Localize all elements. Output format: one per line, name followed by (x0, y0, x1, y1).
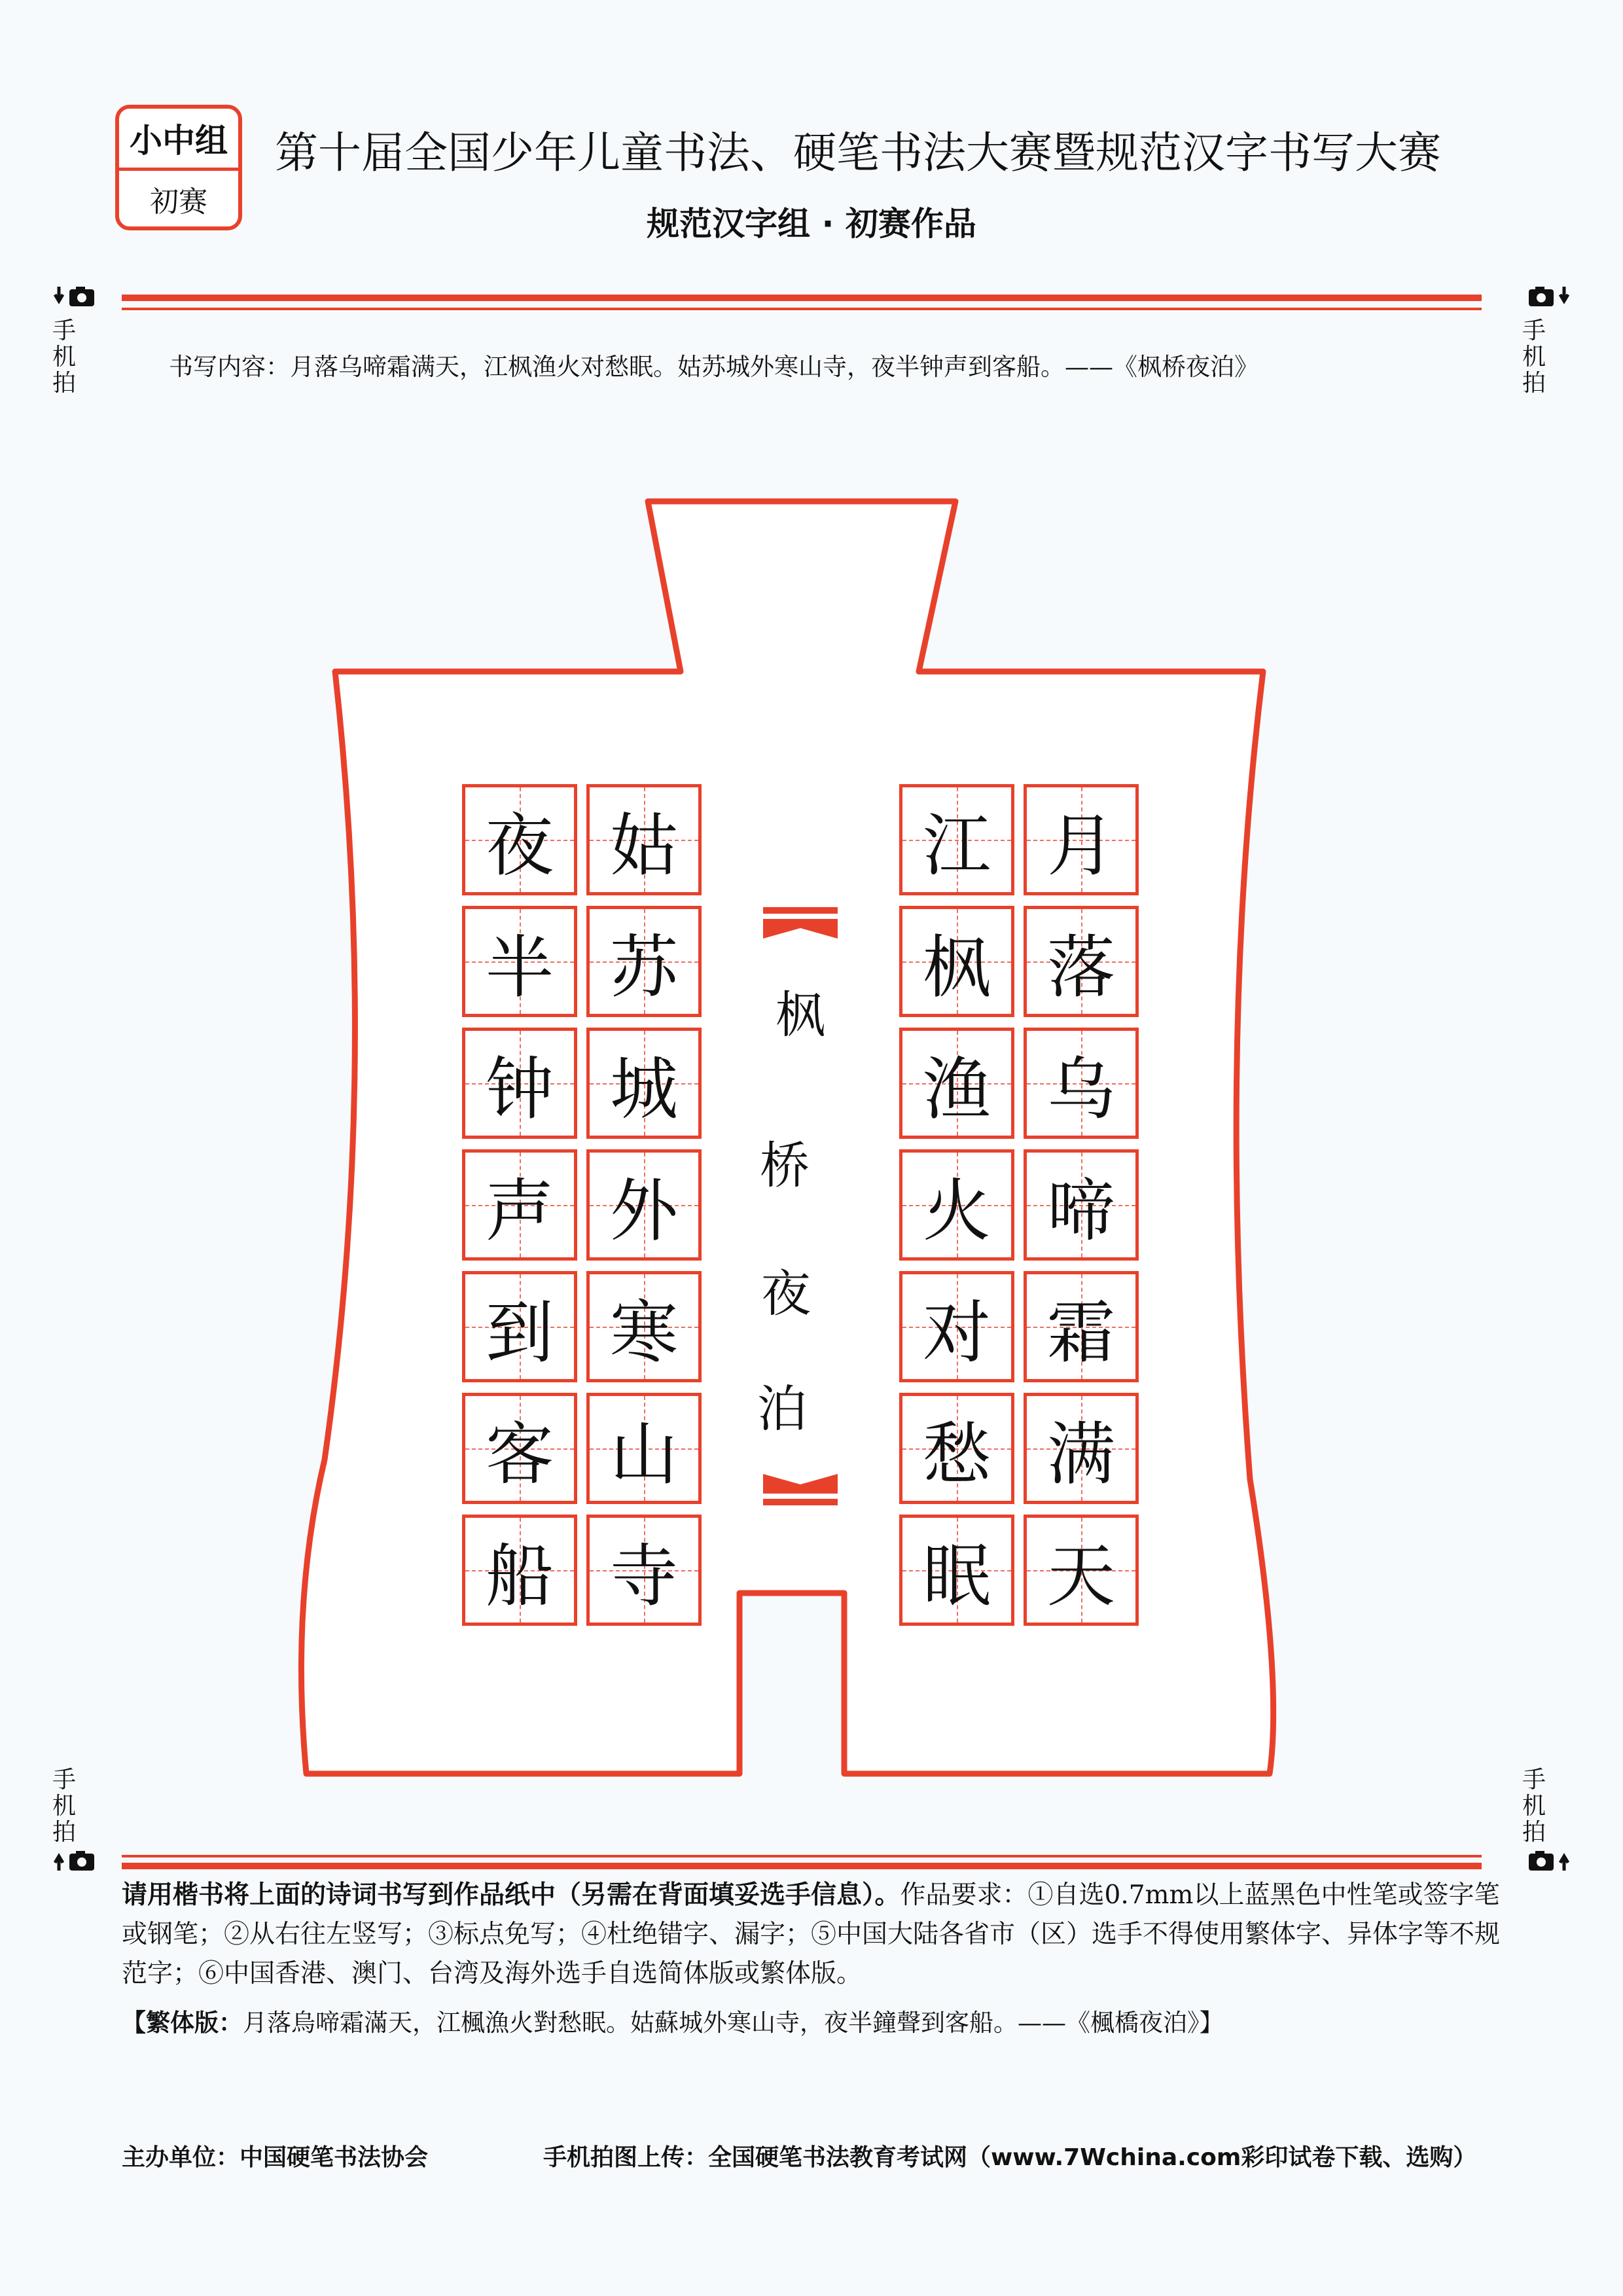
organizer: 主办单位：中国硬笔书法协会 (122, 2144, 429, 2171)
badge-stage: 初赛 (150, 185, 207, 219)
grid-cell (462, 1515, 577, 1626)
grid-char: 苏 (609, 927, 678, 1007)
title-bracket-top-icon (759, 906, 842, 942)
grid-char: 寒 (609, 1293, 678, 1372)
grid-char: 寺 (609, 1536, 678, 1616)
grid-char: 客 (485, 1414, 554, 1494)
grid-char: 声 (485, 1171, 554, 1251)
grid-cell (462, 1149, 577, 1261)
grid-cell (586, 784, 702, 895)
grid-char: 姑 (609, 806, 678, 886)
poem-title-char: 桥 (760, 1136, 810, 1194)
writing-requirements (122, 1876, 1503, 1994)
phone-shot-mark-left-bottom: 手 机 拍 (52, 1767, 76, 1846)
upload-info: 手机拍图上传：全国硬笔书法教育考试网（www.7Wchina.com彩印试卷下载、选购） (543, 2144, 1477, 2171)
grid-cell (899, 1149, 1014, 1261)
grid-char: 半 (485, 927, 554, 1007)
grid-char: 乌 (1046, 1049, 1115, 1129)
grid-cell (899, 1515, 1014, 1626)
poem-title-char: 枫 (776, 986, 825, 1044)
grid-char: 船 (485, 1536, 554, 1616)
requirements-lead: 请用楷书将上面的诗词书写到作品纸中（另需在背面填妥选手信息）。 (122, 1880, 901, 1910)
grid-char: 到 (485, 1293, 554, 1372)
grid-char: 霜 (1046, 1293, 1115, 1372)
grid-cell (586, 1393, 702, 1504)
poem-title-char: 夜 (761, 1265, 811, 1323)
grid-char: 山 (609, 1414, 678, 1494)
grid-cell (462, 1393, 577, 1504)
grid-char: 江 (922, 806, 991, 886)
grid-cell (899, 1271, 1014, 1382)
grid-char: 眠 (922, 1536, 991, 1616)
page-subtitle: 规范汉字组 · 初赛作品 (647, 205, 976, 243)
grid-char: 愁 (922, 1414, 991, 1494)
traditional-lead: 【繁体版： (122, 2009, 243, 2037)
traditional-text: 月落烏啼霜滿天，江楓漁火對愁眠。姑蘇城外寒山寺，夜半鐘聲到客船。——《楓橋夜泊》】 (243, 2009, 1224, 2037)
grid-char: 月 (1046, 806, 1115, 886)
grid-char: 天 (1046, 1536, 1115, 1616)
phone-shot-mark-right-bottom: 手 机 拍 (1522, 1767, 1546, 1846)
grid-cell (586, 1028, 702, 1139)
grid-char: 枫 (922, 927, 991, 1007)
grid-cell (1024, 1028, 1139, 1139)
camera-up-icon (1527, 1850, 1569, 1872)
camera-up-icon (54, 1850, 96, 1872)
bottom-rule-thin (122, 1855, 1482, 1857)
title-bracket-bottom-icon (759, 1470, 842, 1507)
page-title: 第十届全国少年儿童书法、硬笔书法大赛暨规范汉字书写大赛 (275, 128, 1441, 178)
grid-cell (899, 1393, 1014, 1504)
grid-char: 对 (922, 1293, 991, 1372)
phone-shot-mark-right-top: 手 机 拍 (1522, 317, 1546, 397)
requirements-body: 作品要求：①自选0.7mm以上蓝黑色中性笔或签字笔或钢笔；②从右往左竖写；③标点免写；④杜绝错字、漏字；⑤中国大陆各省市（区）选手不得使用繁体字、异体字等不规范字；⑥中国香港、澳门、台湾及海外选手自选简体版或繁体版。 (122, 1880, 1501, 1988)
grid-cell (899, 1028, 1014, 1139)
grid-char: 渔 (922, 1049, 991, 1129)
grid-char: 外 (609, 1171, 678, 1251)
badge-group: 小中组 (119, 109, 238, 171)
grid-cell (899, 784, 1014, 895)
grid-cell (462, 906, 577, 1017)
grid-cell (1024, 1393, 1139, 1504)
grid-char: 夜 (485, 806, 554, 886)
grid-cell (1024, 784, 1139, 895)
bottom-rule-thick (122, 1863, 1482, 1869)
grid-cell (586, 906, 702, 1017)
grid-cell (462, 1028, 577, 1139)
grid-cell (462, 784, 577, 895)
grid-cell (1024, 1149, 1139, 1261)
grid-cell (586, 1271, 702, 1382)
grid-char: 城 (609, 1049, 678, 1129)
grid-cell (1024, 1515, 1139, 1626)
grid-cell (462, 1271, 577, 1382)
grid-cell (1024, 1271, 1139, 1382)
grid-char: 火 (922, 1171, 991, 1251)
traditional-version (122, 2003, 1503, 2038)
grid-cell (1024, 906, 1139, 1017)
grid-char: 钟 (485, 1049, 554, 1129)
grid-cell (586, 1515, 702, 1626)
writing-content: 书写内容：月落乌啼霜满天，江枫渔火对愁眠。姑苏城外寒山寺，夜半钟声到客船。——《枫桥夜泊》 (169, 353, 1258, 381)
grid-char: 落 (1046, 927, 1115, 1007)
grid-cell (586, 1149, 702, 1261)
grid-cell (899, 906, 1014, 1017)
poem-title-char: 泊 (757, 1380, 807, 1438)
grid-char: 啼 (1046, 1171, 1115, 1251)
phone-shot-mark-left-top: 手 机 拍 (52, 317, 76, 397)
grid-char: 满 (1046, 1414, 1115, 1494)
